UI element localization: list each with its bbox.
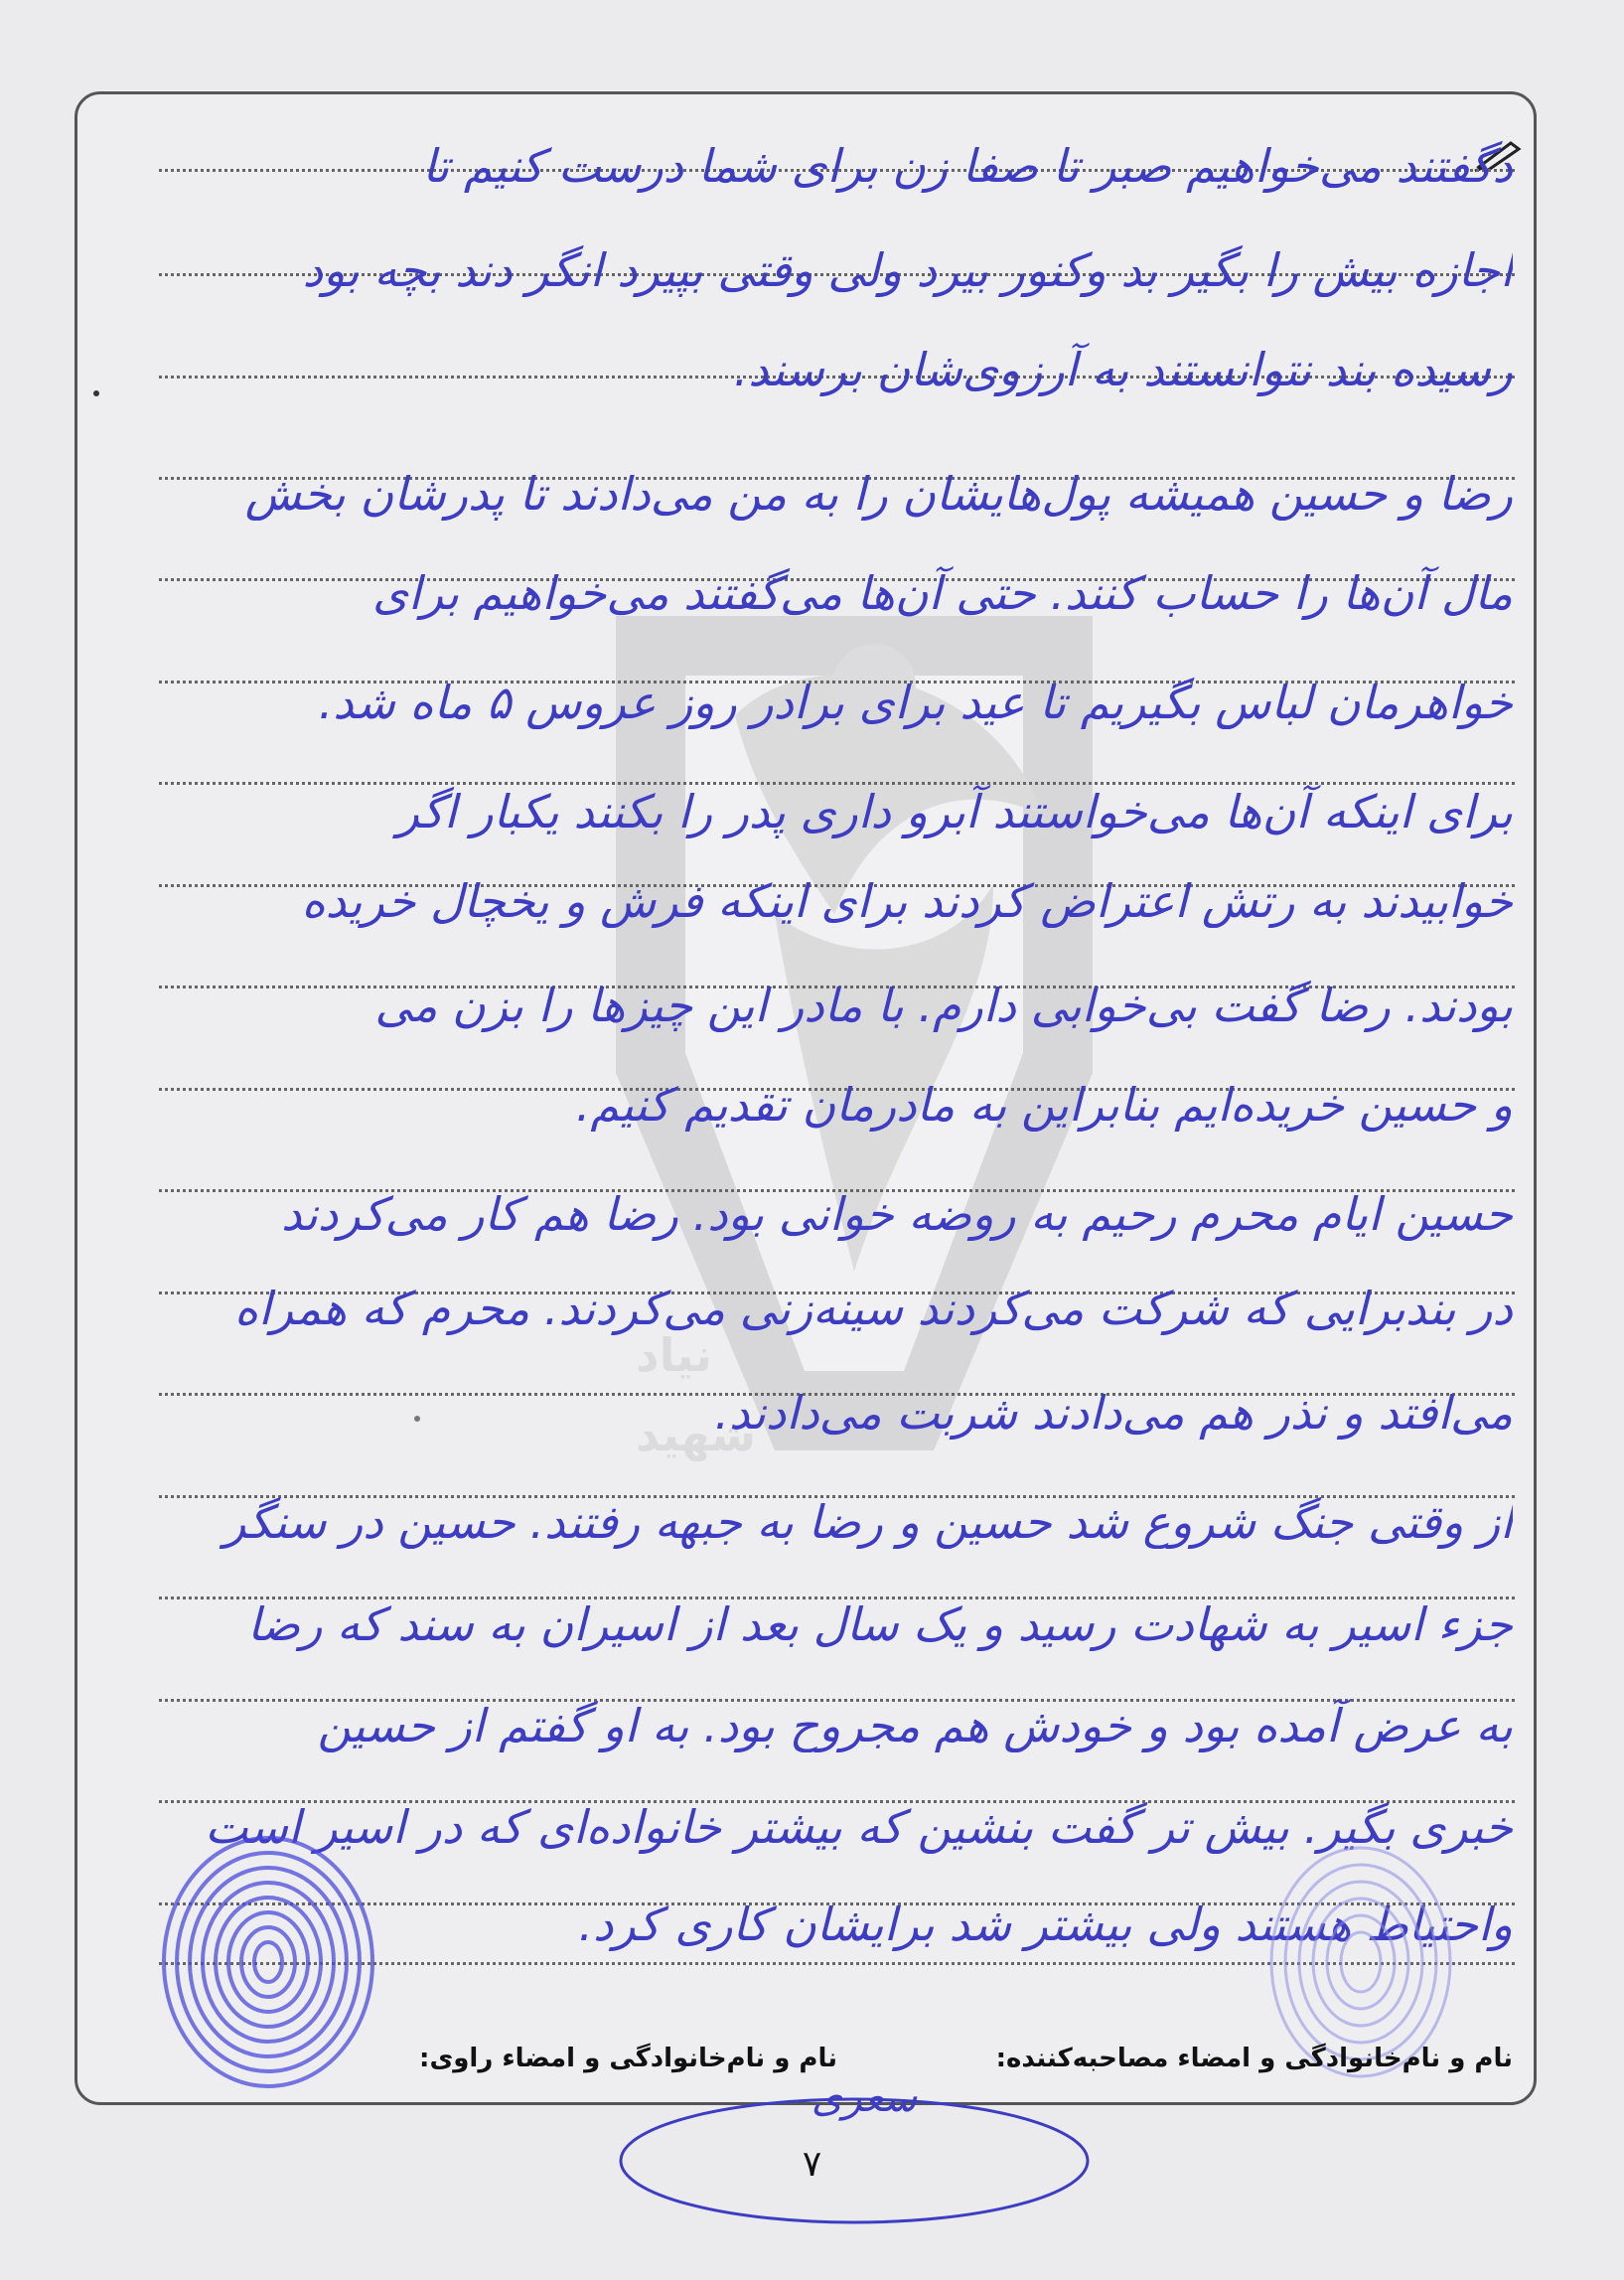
- handwritten-line-11: حسین ایام محرم رحیم به روضه خوانی بود. رضا هم کار می‌کردند: [280, 1187, 1513, 1241]
- handwritten-line-4: رضا و حسین همیشه پول‌هایشان را به من می‌دادند تا پدرشان بخش: [244, 467, 1513, 521]
- handwritten-line-18: واحتیاط هستند ولی بیشتر شد برایشان کاری کرد.: [578, 1898, 1513, 1951]
- margin-dot: [414, 1416, 420, 1422]
- handwritten-line-17: خبری بگیر. بیش تر گفت بنشین که بیشتر خانواده‌ای که در اسیر است: [205, 1800, 1513, 1854]
- narrator-signature-label: نام و نام‌خانوادگی و امضاء راوی:: [419, 2044, 837, 2073]
- handwritten-line-6: خواهرمان لباس بگیریم تا عید برای برادر روز عروس ۵ ماه شد.: [318, 676, 1513, 729]
- handwritten-line-2: اجازه بیش را بگیر بد وکنور بیرد ولی وقتی بپیرد انگر دند بچه بود: [302, 243, 1513, 297]
- watermark-word-2: شهید: [636, 1408, 756, 1461]
- handwritten-line-3: رسیده بند نتوانستند به آرزوی‌شان برسند.: [733, 343, 1513, 396]
- handwritten-line-15: جزء اسیر به شهادت رسید و یک سال بعد از اسیران به سند که رضا: [247, 1597, 1513, 1651]
- signature-text: سعری: [811, 2075, 918, 2121]
- handwritten-line-7: برای اینکه آن‌ها می‌خواستند آبرو داری پدر را بکنند یکبار اگر: [396, 785, 1513, 838]
- handwritten-line-8: خوابیدند به رتش اعتراض کردند برای اینکه فرش و یخچال خریده: [301, 874, 1513, 928]
- handwritten-line-1: دگفتند می‌خواهیم صبر تا صفا زن برای شما درست کنیم تا: [422, 139, 1513, 193]
- handwritten-line-14: از وقتی جنگ شروع شد حسین و رضا به جبهه رفتند. حسین در سنگر: [223, 1495, 1513, 1549]
- interviewer-signature-label: نام و نام‌خانوادگی و امضاء مصاحبه‌کننده:: [995, 2044, 1513, 2073]
- margin-dot: [93, 390, 99, 396]
- watermark-word-1: نیاد: [636, 1328, 712, 1382]
- handwritten-line-5: مال آن‌ها را حساب کنند. حتی آن‌ها می‌گفتند می‌خواهیم برای: [372, 566, 1513, 620]
- handwritten-line-12: در بندبرایی که شرکت می‌کردند سینه‌زنی می‌کردند. محرم که همراه: [234, 1282, 1513, 1335]
- handwritten-line-10: و حسین خریده‌ایم بنابراین به مادرمان تقدیم کنیم.: [575, 1078, 1513, 1132]
- handwritten-line-16: به عرض آمده بود و خودش هم مجروح بود. به او گفتم از حسین: [317, 1699, 1513, 1752]
- page-number: ۷: [802, 2144, 822, 2185]
- handwritten-line-9: بودند. رضا گفت بی‌خوابی دارم. با مادر این چیزها را بزن می: [374, 979, 1513, 1032]
- handwritten-line-13: می‌افتد و نذر هم می‌دادند شربت می‌دادند.: [714, 1386, 1513, 1440]
